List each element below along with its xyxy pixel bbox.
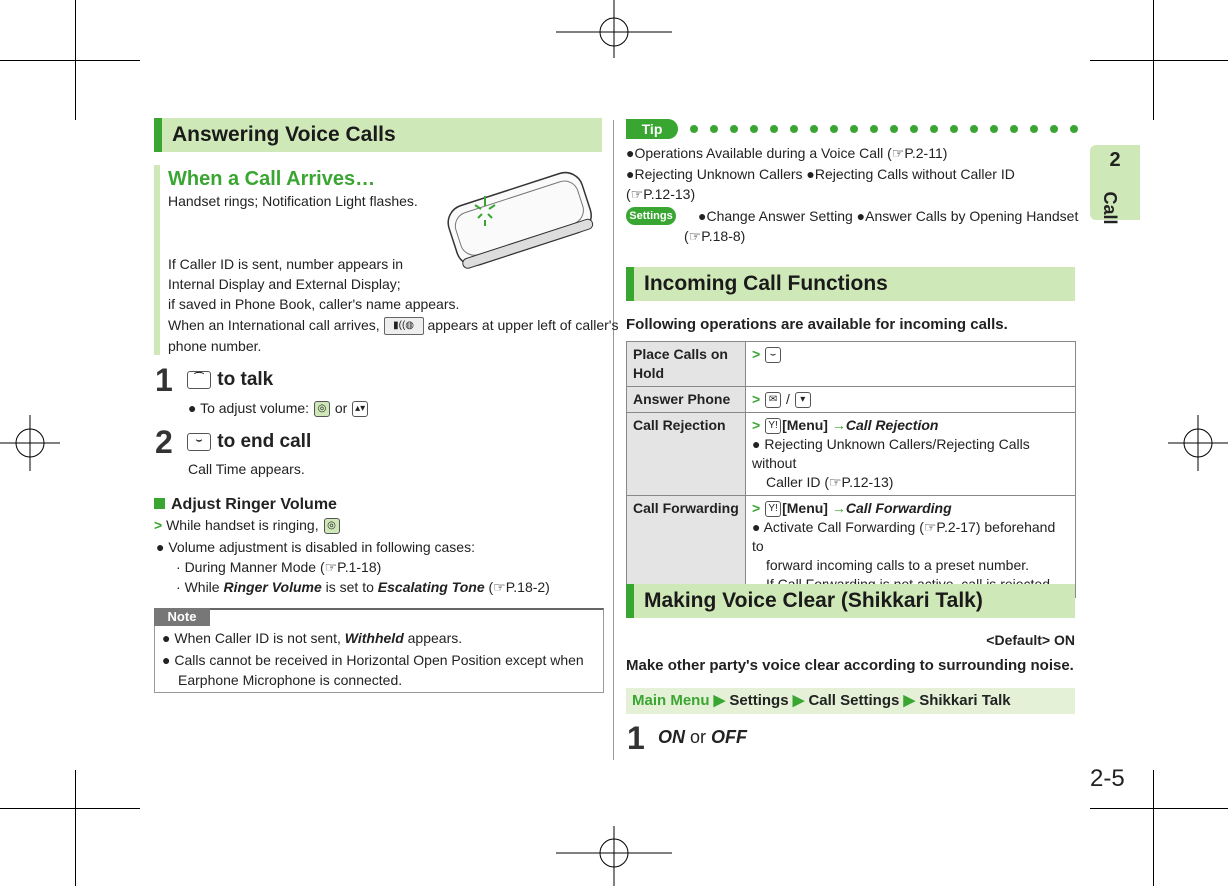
note-label: Note	[154, 608, 210, 626]
step1: ⌒ to talk	[186, 368, 273, 392]
tip-line3: (☞P.12-13)	[626, 186, 696, 202]
nav-key-icon: ◎	[314, 401, 330, 417]
page-number: 2-5	[1090, 765, 1125, 792]
end-key-icon: ⌣	[187, 433, 211, 451]
step2-sub: Call Time appears.	[188, 461, 305, 477]
settings-label: Settings	[626, 207, 676, 225]
step2: ⌣ to end call	[186, 430, 311, 454]
adjust-case1: · During Manner Mode (☞P.1-18)	[176, 559, 382, 575]
tip-dots	[690, 120, 1090, 138]
start-key-icon: ⌒	[187, 371, 211, 389]
table-row: Call Rejection > Y! [Menu] →Call Rejection ● Rejecting Unknown Callers/Rejecting Calls without Caller ID (☞P.12-13)	[627, 413, 1076, 496]
tip-line1: ●Operations Available during a Voice Call (☞P.2-11)	[626, 145, 948, 161]
note-item2a: ● Calls cannot be received in Horizontal Open Position except when	[162, 652, 584, 668]
adjust-title: Adjust Ringer Volume	[154, 495, 337, 515]
tip-line5: (☞P.18-8)	[684, 228, 746, 244]
menu-path: Main Menu ▶ Settings ▶ Call Settings ▶ Shikkari Talk	[626, 688, 1075, 714]
chapter-title: Call	[1100, 191, 1120, 225]
column-divider	[613, 120, 614, 760]
table-row: Call Forwarding > Y! [Menu] →Call Forwarding ● Activate Call Forwarding (☞P.2-17) beforehand to forward incoming calls to a preset number.	[627, 496, 1076, 598]
side-keys-icon: ▴▾	[352, 401, 368, 417]
step1-number: 1	[155, 362, 173, 398]
adjust-line1: > While handset is ringing, ◎	[154, 515, 341, 535]
arrival-line6: phone number.	[168, 338, 262, 354]
incoming-intro: Following operations are available for incoming calls.	[626, 316, 1008, 333]
default-value: <Default> ON	[986, 632, 1075, 648]
row-label: Call Rejection	[627, 413, 746, 496]
arrival-line3: Internal Display and External Display;	[168, 276, 401, 292]
row-label: Answer Phone	[627, 387, 746, 413]
softkey-icon: Y!	[765, 418, 781, 434]
tip-line4: ●Change Answer Setting ●Answer Calls by Opening Handset	[698, 208, 1079, 224]
arrival-line1: Handset rings; Notification Light flashes.	[168, 193, 418, 209]
section-shikkari-talk: Making Voice Clear (Shikkari Talk)	[626, 584, 1075, 618]
handset-illustration	[440, 160, 600, 280]
table-row: Answer Phone > ✉ / ▾	[627, 387, 1076, 413]
table-row: Place Calls on Hold > ⌣	[627, 342, 1076, 387]
nav-key-icon: ◎	[324, 518, 340, 534]
shikkari-step-number: 1	[627, 720, 645, 756]
step2-number: 2	[155, 424, 173, 460]
adjust-case2: · While Ringer Volume is set to Escalating Tone (☞P.18-2)	[176, 579, 550, 595]
shikkari-intro: Make other party's voice clear according to surrounding noise.	[626, 657, 1074, 674]
incoming-table	[626, 341, 1076, 598]
arrival-box	[154, 165, 160, 355]
arrival-line4: if saved in Phone Book, caller's name appears.	[168, 296, 460, 312]
end-key-icon: ⌣	[765, 347, 781, 363]
mail-key-icon: ✉	[765, 392, 781, 408]
arrival-title: When a Call Arrives…	[168, 168, 376, 190]
chapter-tab	[1090, 145, 1140, 225]
adjust-line2: ● Volume adjustment is disabled in following cases:	[156, 539, 475, 555]
arrival-line2: If Caller ID is sent, number appears in	[168, 256, 403, 272]
tip-line2: ●Rejecting Unknown Callers ●Rejecting Calls without Caller ID	[626, 166, 1015, 182]
tip-label: Tip	[626, 119, 678, 139]
section-incoming-call-functions: Incoming Call Functions	[626, 267, 1075, 301]
side-key-down-icon: ▾	[795, 392, 811, 408]
softkey-icon: Y!	[765, 501, 781, 517]
international-icon: ▮((◍	[384, 317, 424, 335]
row-label: Place Calls on Hold	[627, 342, 746, 387]
section-answering-voice-calls: Answering Voice Calls	[154, 118, 602, 152]
chapter-number: 2	[1109, 149, 1121, 171]
shikkari-step: ON or OFF	[658, 727, 748, 747]
step1-sub: ● To adjust volume: ◎ or ▴▾	[188, 398, 369, 418]
row-label: Call Forwarding	[627, 496, 746, 598]
note-item2b: Earphone Microphone is connected.	[178, 672, 403, 688]
note-item1: ● When Caller ID is not sent, Withheld appears.	[162, 630, 463, 646]
arrival-line5: When an International call arrives, ▮((◍ appears at upper left of caller's	[168, 315, 618, 335]
